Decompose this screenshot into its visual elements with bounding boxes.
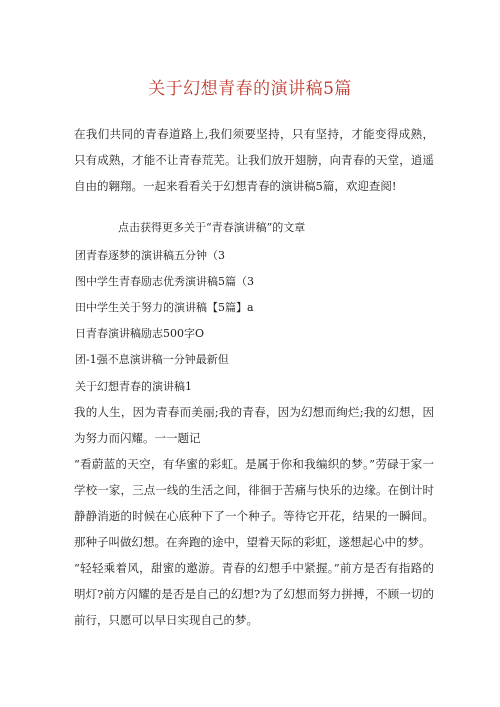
related-article-link[interactable]: 团-1强不息演讲稿一分钟最新但 (75, 353, 229, 366)
body-paragraph: “轻轻乘着风，甜蜜的邀游。青春的幻想手中紧握。”前方是否有指路的明灯?前方闪耀的是否是自己的幻想?为了幻想而努力拼搏，不顾一切的前行，只愿可以早日实现自己的梦。 (74, 561, 434, 627)
body-paragraph: 我的人生，因为青春而美丽;我的青春，因为幻想而绚烂;我的幻想，因为努力而闪耀。一一题记 (74, 405, 434, 445)
body-paragraph: “看蔚蓝的天空，有华蜜的彩虹。是属于你和我编织的梦。”劳碌于家一学校一家，三点一线的生活之间，徘徊于苦痛与快乐的边缘。在倒计时静静消逝的时候在心底种下了一个种子。等待它开花，结果的一瞬间。那种子叫做幻想。在奔跑的途中，望着天际的彩虹，遂想起心中的梦。 (74, 457, 434, 549)
related-article-link[interactable]: 日青春演讲稿励志500字O (75, 327, 205, 340)
related-article-link[interactable]: 图中学生青春励志优秀演讲稿5篇（3 (75, 275, 254, 288)
document-title: 关于幻想青春的演讲稿5篇 (148, 79, 352, 99)
related-article-link[interactable]: 田中学生关于努力的演讲稿【5篇】a (75, 301, 254, 314)
more-articles-header: 点击获得更多关于“青春演讲稿”的文章 (118, 221, 306, 234)
intro-paragraph: 在我们共同的青春道路上,我们须要坚持，只有坚持，才能变得成熟，只有成熟，才能不让青春荒芜。让我们放开翅膀，向青春的天堂，逍遥自由的翱翔。一起来看看关于幻想青春的演讲稿5篇，欢迎查阅! (74, 127, 434, 193)
related-article-link[interactable]: 团青春逐梦的演讲稿五分钟（3 (75, 249, 225, 262)
section-heading: 关于幻想青春的演讲稿1 (75, 380, 192, 393)
